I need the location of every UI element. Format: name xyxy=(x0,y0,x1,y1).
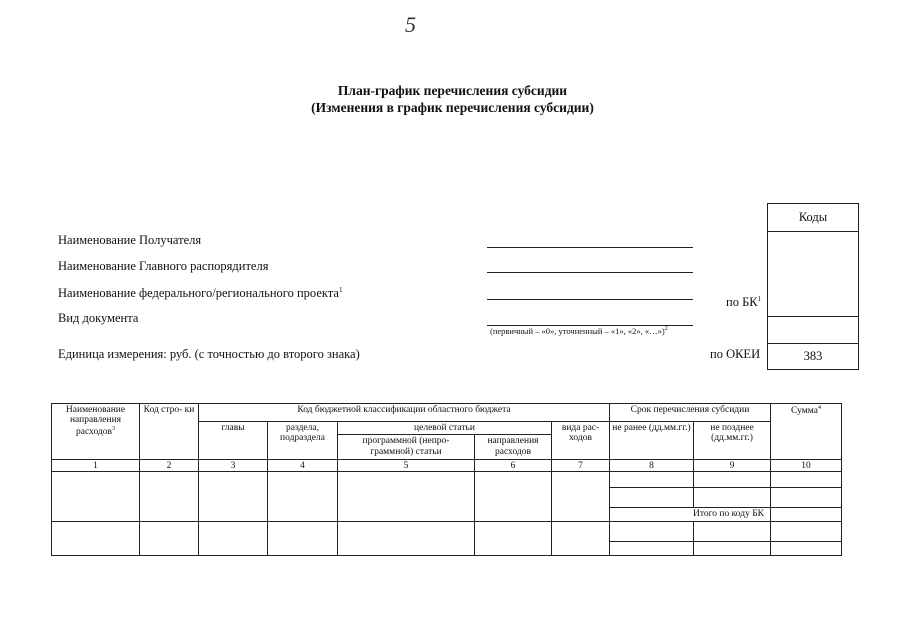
table-cell[interactable] xyxy=(475,472,552,521)
header-budget-code: Код бюджетной классификации областного бюджета xyxy=(199,404,610,422)
po-okei-label: по ОКЕИ xyxy=(710,347,761,361)
table-cell[interactable] xyxy=(199,521,268,555)
table-cell[interactable] xyxy=(552,521,610,555)
table-cell[interactable] xyxy=(140,521,199,555)
schedule-table xyxy=(51,403,842,556)
project-input-line[interactable] xyxy=(487,299,693,300)
page-number: 5 xyxy=(405,12,416,37)
table-cell[interactable] xyxy=(771,521,842,541)
table-cell[interactable] xyxy=(610,472,694,488)
header-not-earlier: не ранее (дд.мм.гг.) xyxy=(610,422,694,460)
table-cell[interactable] xyxy=(268,472,338,521)
col-number: 9 xyxy=(694,460,771,472)
header-not-later: не позднее (дд.мм.гг.) xyxy=(694,422,771,460)
header-line-code: Код стро- ки xyxy=(140,404,199,460)
col-number: 4 xyxy=(268,460,338,472)
table-cell[interactable] xyxy=(771,488,842,508)
recipient-input-line[interactable] xyxy=(487,247,693,248)
header-direction-exp: направления расходов xyxy=(475,435,552,460)
table-cell[interactable] xyxy=(140,472,199,521)
chief-manager-input-line[interactable] xyxy=(487,272,693,273)
col-number: 5 xyxy=(338,460,475,472)
table-cell[interactable] xyxy=(694,472,771,488)
document-subtitle: (Изменения в график перечисления субсидии) xyxy=(311,100,594,115)
header-sum: Сумма$^4$ xyxy=(771,404,842,460)
header-term: Срок перечисления субсидии xyxy=(610,404,771,422)
recipient-label: Наименование Получателя xyxy=(58,233,202,247)
table-cell[interactable] xyxy=(771,508,842,521)
header-direction: Наименование направления расходов$^3$ xyxy=(52,404,140,460)
col-number: 2 xyxy=(140,460,199,472)
col-number: 10 xyxy=(771,460,842,472)
po-bk-label: по $БК^1$ xyxy=(726,295,762,310)
col-number: 1 xyxy=(52,460,140,472)
okei-code-value: 383 xyxy=(803,349,823,363)
header-program: программной (непро- граммной) статьи xyxy=(338,435,475,460)
chief-manager-label: Наименование Главного распорядителя xyxy=(58,259,269,273)
table-cell[interactable] xyxy=(610,488,694,508)
table-cell[interactable] xyxy=(52,472,140,521)
table-cell[interactable] xyxy=(338,472,475,521)
table-cell[interactable] xyxy=(771,472,842,488)
table-cell[interactable] xyxy=(694,541,771,555)
table-cell[interactable] xyxy=(771,541,842,555)
document-title: План-график перечисления субсидии xyxy=(337,83,568,98)
table-cell[interactable] xyxy=(475,521,552,555)
table-cell[interactable] xyxy=(268,521,338,555)
doc-type-label: Вид документа xyxy=(58,311,139,325)
codes-box xyxy=(767,203,859,370)
table-cell[interactable] xyxy=(694,488,771,508)
col-number: 7 xyxy=(552,460,610,472)
table-cell[interactable] xyxy=(610,541,694,555)
table-cell[interactable] xyxy=(610,521,694,541)
header-target: целевой статьи xyxy=(338,422,552,435)
table-cell[interactable] xyxy=(199,472,268,521)
codes-header: Коды xyxy=(768,204,858,232)
project-label: Наименование федерального/регионального проекта$^1$ xyxy=(58,286,343,301)
col-number: 3 xyxy=(199,460,268,472)
table-cell[interactable] xyxy=(52,521,140,555)
codes-divider xyxy=(768,316,858,317)
col-number: 8 xyxy=(610,460,694,472)
table-cell[interactable] xyxy=(552,472,610,521)
header-chapter: главы xyxy=(199,422,268,460)
header-section: раздела, подраздела xyxy=(268,422,338,460)
table-cell[interactable] xyxy=(338,521,475,555)
col-number: 6 xyxy=(475,460,552,472)
total-by-bk-label: Итого по коду БК xyxy=(610,508,771,521)
table-cell[interactable] xyxy=(694,521,771,541)
unit-label: Единица измерения: руб. (с точностью до второго знака) xyxy=(58,347,360,361)
doc-type-note: (первичный – «0», уточненный – «1», «2», «…»)$^2$ xyxy=(490,326,668,336)
header-expense-type: вида рас- ходов xyxy=(552,422,610,460)
